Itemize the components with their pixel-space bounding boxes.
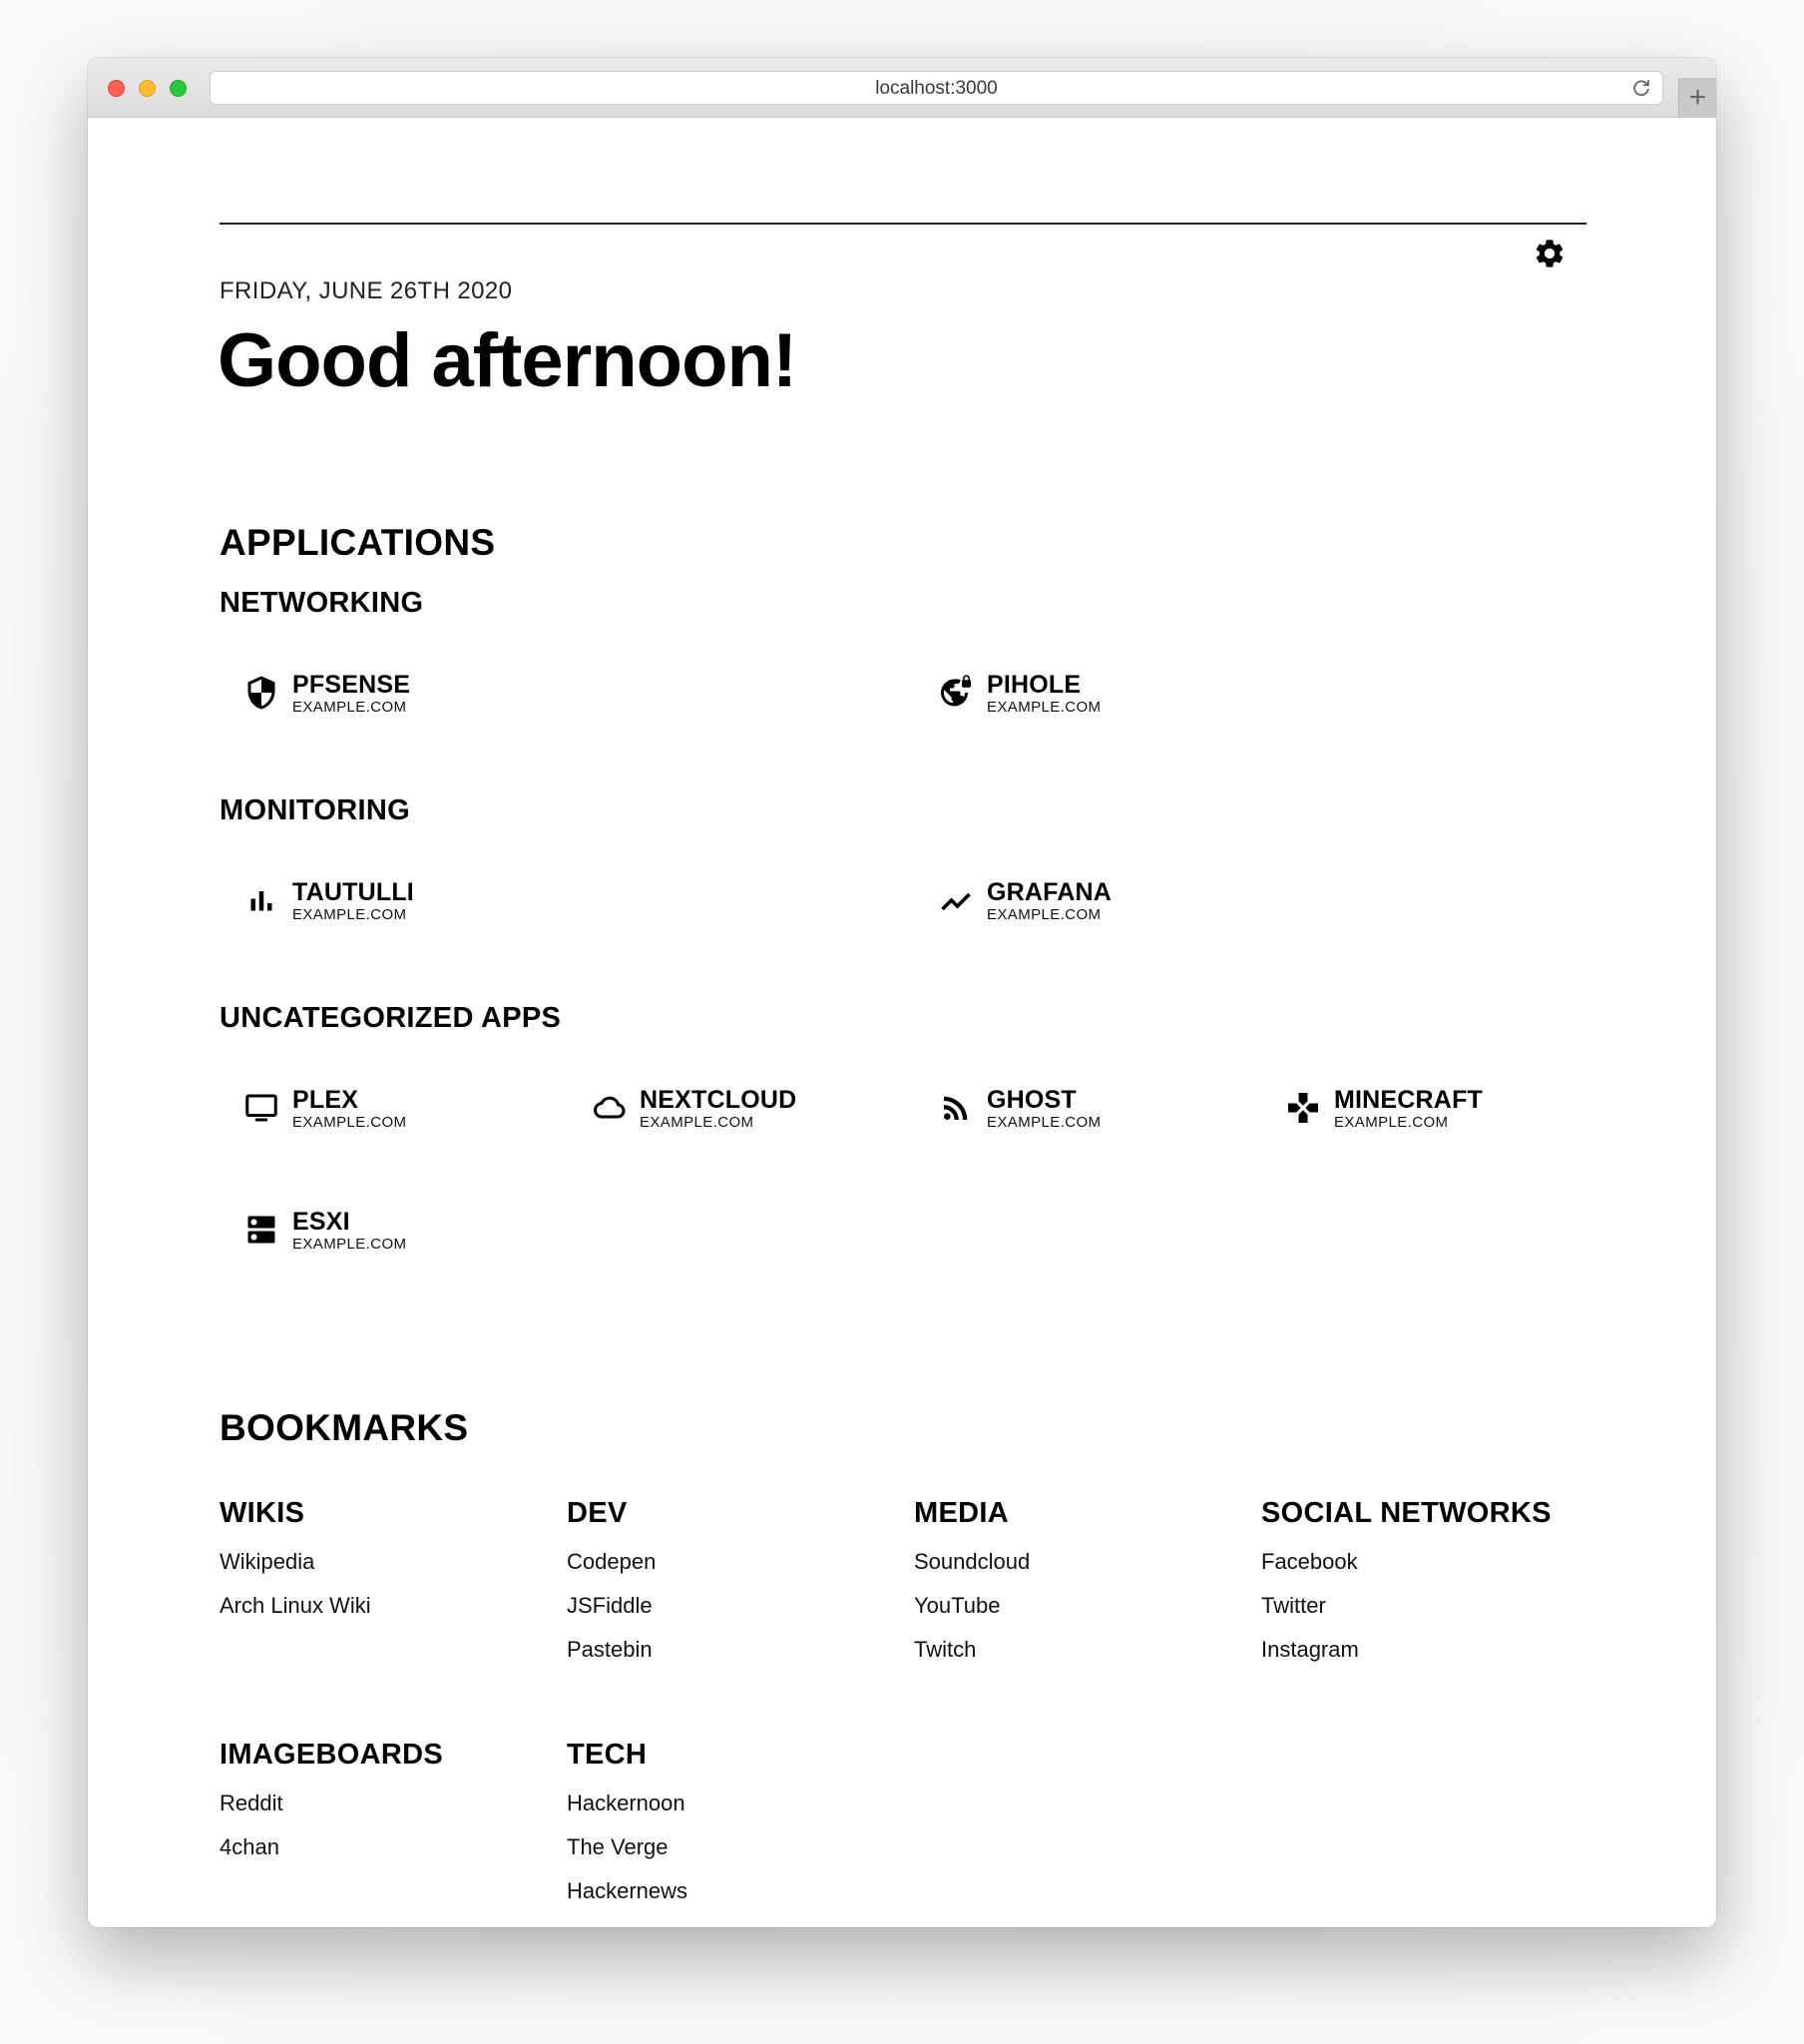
monitor-icon: [243, 1090, 279, 1126]
bookmarks-title: BOOKMARKS: [220, 1407, 469, 1448]
bookmark-link[interactable]: Facebook: [1261, 1549, 1358, 1574]
bookmark-group-wikis: [220, 1497, 539, 1628]
bookmark-link[interactable]: Arch Linux Wiki: [220, 1593, 371, 1618]
bookmark-link[interactable]: Instagram: [1261, 1637, 1359, 1662]
app-link-nextcloud[interactable]: [591, 1086, 796, 1132]
current-date: FRIDAY, JUNE 26TH 2020: [220, 277, 513, 304]
address-bar[interactable]: [210, 71, 1663, 105]
minimize-window-button[interactable]: [139, 80, 156, 97]
cloud-icon: [591, 1090, 627, 1126]
bookmark-group-dev: [567, 1497, 886, 1672]
category-title-monitoring: MONITORING: [220, 794, 410, 826]
bookmark-group-title: DEV: [567, 1497, 628, 1529]
bookmark-link[interactable]: The Verge: [567, 1834, 669, 1859]
applications-title: APPLICATIONS: [220, 522, 496, 563]
app-link-esxi[interactable]: [243, 1208, 406, 1254]
reload-icon[interactable]: [1630, 77, 1652, 99]
bookmark-group-title: MEDIA: [914, 1497, 1009, 1529]
bookmark-group-social-networks: [1261, 1497, 1580, 1672]
app-url: EXAMPLE.COM: [1334, 1114, 1449, 1131]
trending-line-icon: [938, 882, 974, 918]
bookmark-link[interactable]: 4chan: [220, 1834, 279, 1859]
bookmark-link[interactable]: Hackernews: [567, 1878, 688, 1903]
bookmark-group-media: [914, 1497, 1233, 1672]
app-url: EXAMPLE.COM: [987, 906, 1102, 923]
rss-icon: [938, 1090, 974, 1126]
app-url: EXAMPLE.COM: [292, 1236, 407, 1253]
app-link-pfsense[interactable]: [243, 671, 410, 717]
app-link-minecraft[interactable]: [1285, 1086, 1483, 1132]
browser-toolbar: [88, 58, 1716, 118]
header-divider: [220, 223, 1586, 225]
gear-icon[interactable]: [1533, 237, 1567, 270]
browser-window: [88, 58, 1716, 1927]
bar-chart-icon: [243, 882, 279, 918]
zoom-window-button[interactable]: [170, 80, 187, 97]
bookmark-link[interactable]: Soundcloud: [914, 1549, 1031, 1574]
address-text: localhost:3000: [875, 78, 998, 99]
app-link-ghost[interactable]: [938, 1086, 1101, 1132]
app-name: GHOST: [987, 1086, 1077, 1114]
app-url: EXAMPLE.COM: [987, 1114, 1102, 1131]
bookmark-group-imageboards: [220, 1739, 539, 1869]
dashboard-page: [88, 118, 1716, 1927]
app-link-grafana[interactable]: [938, 878, 1112, 924]
bookmark-group-tech: [567, 1739, 886, 1913]
bookmark-link[interactable]: JSFiddle: [567, 1593, 653, 1618]
app-name: MINECRAFT: [1334, 1086, 1484, 1114]
app-link-tautulli[interactable]: [243, 878, 414, 924]
app-name: PFSENSE: [292, 671, 411, 699]
bookmark-group-title: WIKIS: [220, 1497, 305, 1529]
globe-lock-icon: [938, 675, 974, 711]
app-url: EXAMPLE.COM: [292, 1114, 407, 1131]
app-name: NEXTCLOUD: [640, 1086, 797, 1114]
gamepad-icon: [1285, 1090, 1321, 1126]
app-name: ESXI: [292, 1208, 350, 1236]
bookmark-link[interactable]: Wikipedia: [220, 1549, 315, 1574]
app-name: PLEX: [292, 1086, 359, 1114]
bookmark-link[interactable]: YouTube: [914, 1593, 1001, 1618]
app-name: PIHOLE: [987, 671, 1082, 699]
app-link-plex[interactable]: [243, 1086, 406, 1132]
bookmark-link[interactable]: Codepen: [567, 1549, 657, 1574]
category-title-networking: NETWORKING: [220, 587, 424, 619]
bookmark-link[interactable]: Hackernoon: [567, 1790, 685, 1815]
greeting-heading: Good afternoon!: [218, 318, 797, 403]
app-url: EXAMPLE.COM: [292, 906, 407, 923]
close-window-button[interactable]: [108, 80, 125, 97]
app-url: EXAMPLE.COM: [292, 699, 407, 716]
category-title-uncategorized: UNCATEGORIZED APPS: [220, 1002, 562, 1034]
app-name: GRAFANA: [987, 878, 1113, 906]
bookmark-group-title: SOCIAL NETWORKS: [1261, 1497, 1552, 1529]
app-link-pihole[interactable]: [938, 671, 1101, 717]
app-url: EXAMPLE.COM: [987, 699, 1102, 716]
shield-icon: [243, 675, 279, 711]
bookmark-link[interactable]: Reddit: [220, 1790, 283, 1815]
new-tab-button[interactable]: +: [1678, 78, 1716, 118]
bookmark-group-title: IMAGEBOARDS: [220, 1739, 444, 1771]
bookmark-link[interactable]: Twitch: [914, 1637, 977, 1662]
bookmark-link[interactable]: Twitter: [1261, 1593, 1326, 1618]
app-url: EXAMPLE.COM: [640, 1114, 754, 1131]
app-name: TAUTULLI: [292, 878, 414, 906]
server-icon: [243, 1212, 279, 1248]
bookmark-link[interactable]: Pastebin: [567, 1637, 653, 1662]
bookmark-group-title: TECH: [567, 1739, 648, 1771]
